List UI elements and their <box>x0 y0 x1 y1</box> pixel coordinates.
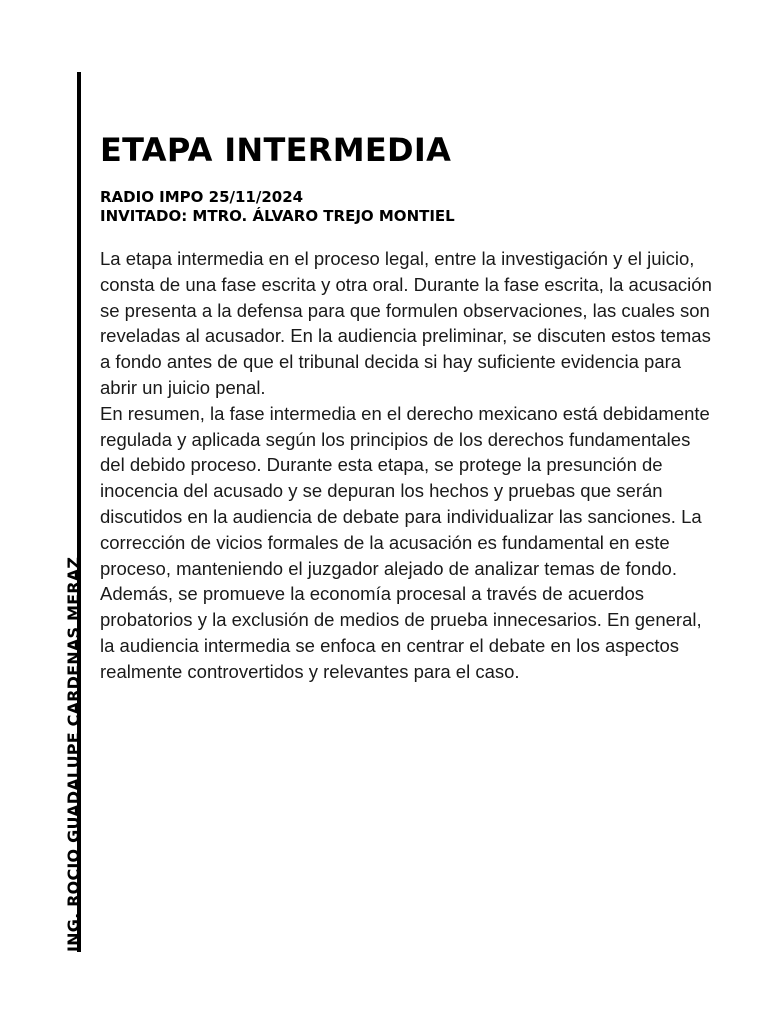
page-title: ETAPA INTERMEDIA <box>100 131 452 169</box>
paragraph: En resumen, la fase intermedia en el derecho mexicano está debidamente regulada y aplicada según los principios de los derechos fundamentales del debido proceso. Durante esta etapa, se protege la presunción de inocencia del acusado y se depuran los hechos y pruebas que serán discutidos en la audiencia de debate para individualizar las sanciones. La corrección de vicios formales de la acusación es fundamental en este proceso, manteniendo el juzgador alejado de analizar temas de fondo. Además, se promueve la economía procesal a través de acuerdos probatorios y la exclusión de medios de prueba innecesarios. En general, la audiencia intermedia se enfoca en centrar el debate en los aspectos realmente controvertidos y relevantes para el caso. <box>100 402 710 682</box>
document-content <box>100 128 715 685</box>
document-meta <box>100 188 715 226</box>
guest-line: INVITADO: MTRO. ÁLVARO TREJO MONTIEL <box>100 207 455 225</box>
author-name: ING. ROCIO GUADALUPE CARDENAS MERAZ <box>64 556 83 952</box>
body-text <box>100 246 715 685</box>
paragraph: La etapa intermedia en el proceso legal, entre la investigación y el juicio, consta de una fase escrita y otra oral. Durante la fase escrita, la acusación se presenta a la defensa para que formulen observaciones, las cuales son reveladas al acusador. En la audiencia preliminar, se discuten estos temas a fondo antes de que el tribunal decida si hay suficiente evidencia para abrir un juicio penal. <box>100 248 712 398</box>
source-line: RADIO IMPO 25/11/2024 <box>100 188 304 206</box>
